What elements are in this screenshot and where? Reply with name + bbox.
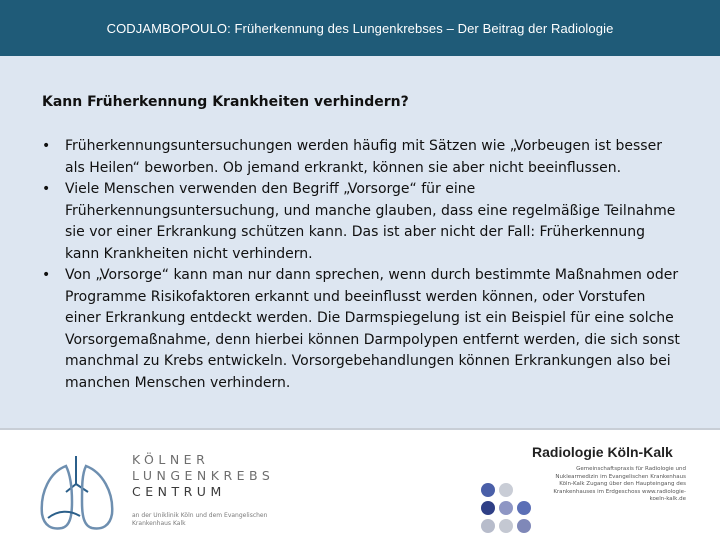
lungenkrebs-centrum-logo [36, 446, 286, 536]
slide-title: CODJAMBOPOULO: Früherkennung des Lungenkrebses – Der Beitrag der Radiologie [106, 20, 614, 36]
radiologie-logo [470, 436, 710, 536]
bullet-item [42, 136, 682, 179]
logo-line-2: LUNGENKREBS [132, 468, 275, 483]
logo-line-1: KÖLNER [132, 452, 210, 467]
logo-line-3: CENTRUM [132, 484, 226, 499]
slide-footer [0, 428, 720, 542]
section-heading: Kann Früherkennung Krankheiten verhindern? [42, 94, 409, 110]
slide-header [0, 0, 720, 56]
slide-content [0, 56, 720, 428]
lungs-icon [36, 452, 120, 536]
bullet-text: Von „Vorsorge“ kann man nur dann sprechen, wenn durch bestimmte Maßnahmen oder Programme Risikofaktoren erkannt und beeinflusst werden können, oder Vorstufen einer Erkrankung entdeckt werden. Die Darmspiegelung ist ein Beispiel für eine solche Vorsorgemaßnahme, denn hierbei können Darmpolypen entfernt werden, die sich sonst manchmal zu Krebs entwickeln. Vorsorgebehandlungen können Erkrankungen also bei manchen Menschen verhindern. [65, 267, 680, 391]
bullet-text: Viele Menschen verwenden den Begriff „Vorsorge“ für eine Früherkennungsuntersuchung, und manche glauben, dass eine regelmäßige Teilnahme sie vor einer Erkrankung schützen kann. Das ist aber nicht der Fall: Früherkennung kann Krankheiten nicht verhindern. [65, 181, 676, 262]
bullet-icon: • [42, 181, 51, 197]
dots-grid-icon [476, 482, 538, 538]
logo-subtext: an der Uniklinik Köln und dem Evangelischen Krankenhaus Kalk [132, 512, 268, 527]
radiologie-subtext: Gemeinschaftspraxis für Radiologie und Nuklearmedizin im Evangelischen Krankenhaus Köln-Kalk Zugang über den Haupteingang des Krankenhauses im Erdgeschoss www.radiologie-koeln-kalk.de [553, 466, 686, 502]
bullet-item [42, 179, 682, 265]
bullet-icon: • [42, 138, 51, 154]
radiologie-title: Radiologie Köln-Kalk [532, 444, 673, 460]
bullet-text: Früherkennungsuntersuchungen werden häufig mit Sätzen wie „Vorbeugen ist besser als Heilen“ beworben. Ob jemand erkrankt, können sie aber nicht beeinflussen. [65, 138, 662, 176]
bullet-item [42, 265, 682, 394]
bullet-icon: • [42, 267, 51, 283]
bullet-list [42, 136, 682, 394]
logo-text [132, 452, 274, 500]
